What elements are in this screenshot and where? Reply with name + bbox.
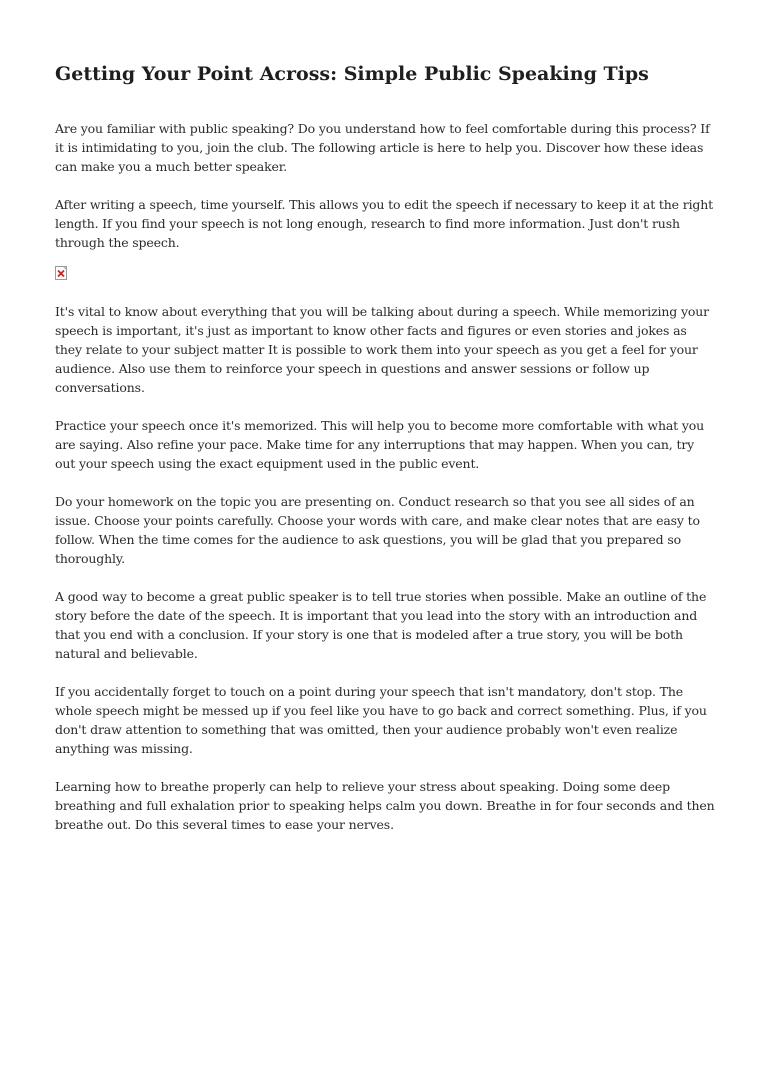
paragraph-true-stories: A good way to become a great public speaker is to tell true stories when possible. Make an outline of the story before the date of the speech. It is important that you lead into the story with an introduction and that you end with a conclusion. If your story is one that is modeled after a true story, you will be both natural and believable. <box>55 589 707 661</box>
broken-image-icon <box>55 266 67 280</box>
paragraph-know-topic: It's vital to know about everything that you will be talking about during a speech. While memorizing your speech is important, it's just as important to know other facts and figures or even stories and jokes as they relate to your subject matter It is possible to work them into your speech as you get a feel for your audience. Also use them to reinforce your speech in questions and answer sessions or follow up conversations. <box>55 304 709 395</box>
paragraph-practice: Practice your speech once it's memorized. This will help you to become more comfortable with what you are saying. Also refine your pace. Make time for any interruptions that may happen. When you can, try out your speech using the exact equipment used in the public event. <box>55 418 705 471</box>
paragraph-homework: Do your homework on the topic you are presenting on. Conduct research so that you see all sides of an issue. Choose your points carefully. Choose your words with care, and make clear notes that are easy to follow. When the time comes for the audience to ask questions, you will be glad that you prepared so thoroughly. <box>55 494 700 566</box>
document-title: Getting Your Point Across: Simple Public Speaking Tips <box>55 63 649 85</box>
paragraph-timing: After writing a speech, time yourself. This allows you to edit the speech if necessary to keep it at the right length. If you find your speech is not long enough, research to find more information. Just don't rush through the speech. <box>55 197 714 250</box>
paragraph-forget-point: If you accidentally forget to touch on a point during your speech that isn't mandatory, don't stop. The whole speech might be messed up if you feel like you have to go back and correct something. Plus, if you don't draw attention to something that was omitted, then your audience probably won't even realize anything was missing. <box>55 684 707 756</box>
paragraph-intro: Are you familiar with public speaking? Do you understand how to feel comfortable during this process? If it is intimidating to you, join the club. The following article is here to help you. Discover how these ideas can make you a much better speaker. <box>55 121 710 174</box>
paragraph-breathing: Learning how to breathe properly can help to relieve your stress about speaking. Doing some deep breathing and full exhalation prior to speaking helps calm you down. Breathe in for four seconds and then breathe out. Do this several times to ease your nerves. <box>55 779 715 832</box>
document-content <box>55 60 715 834</box>
